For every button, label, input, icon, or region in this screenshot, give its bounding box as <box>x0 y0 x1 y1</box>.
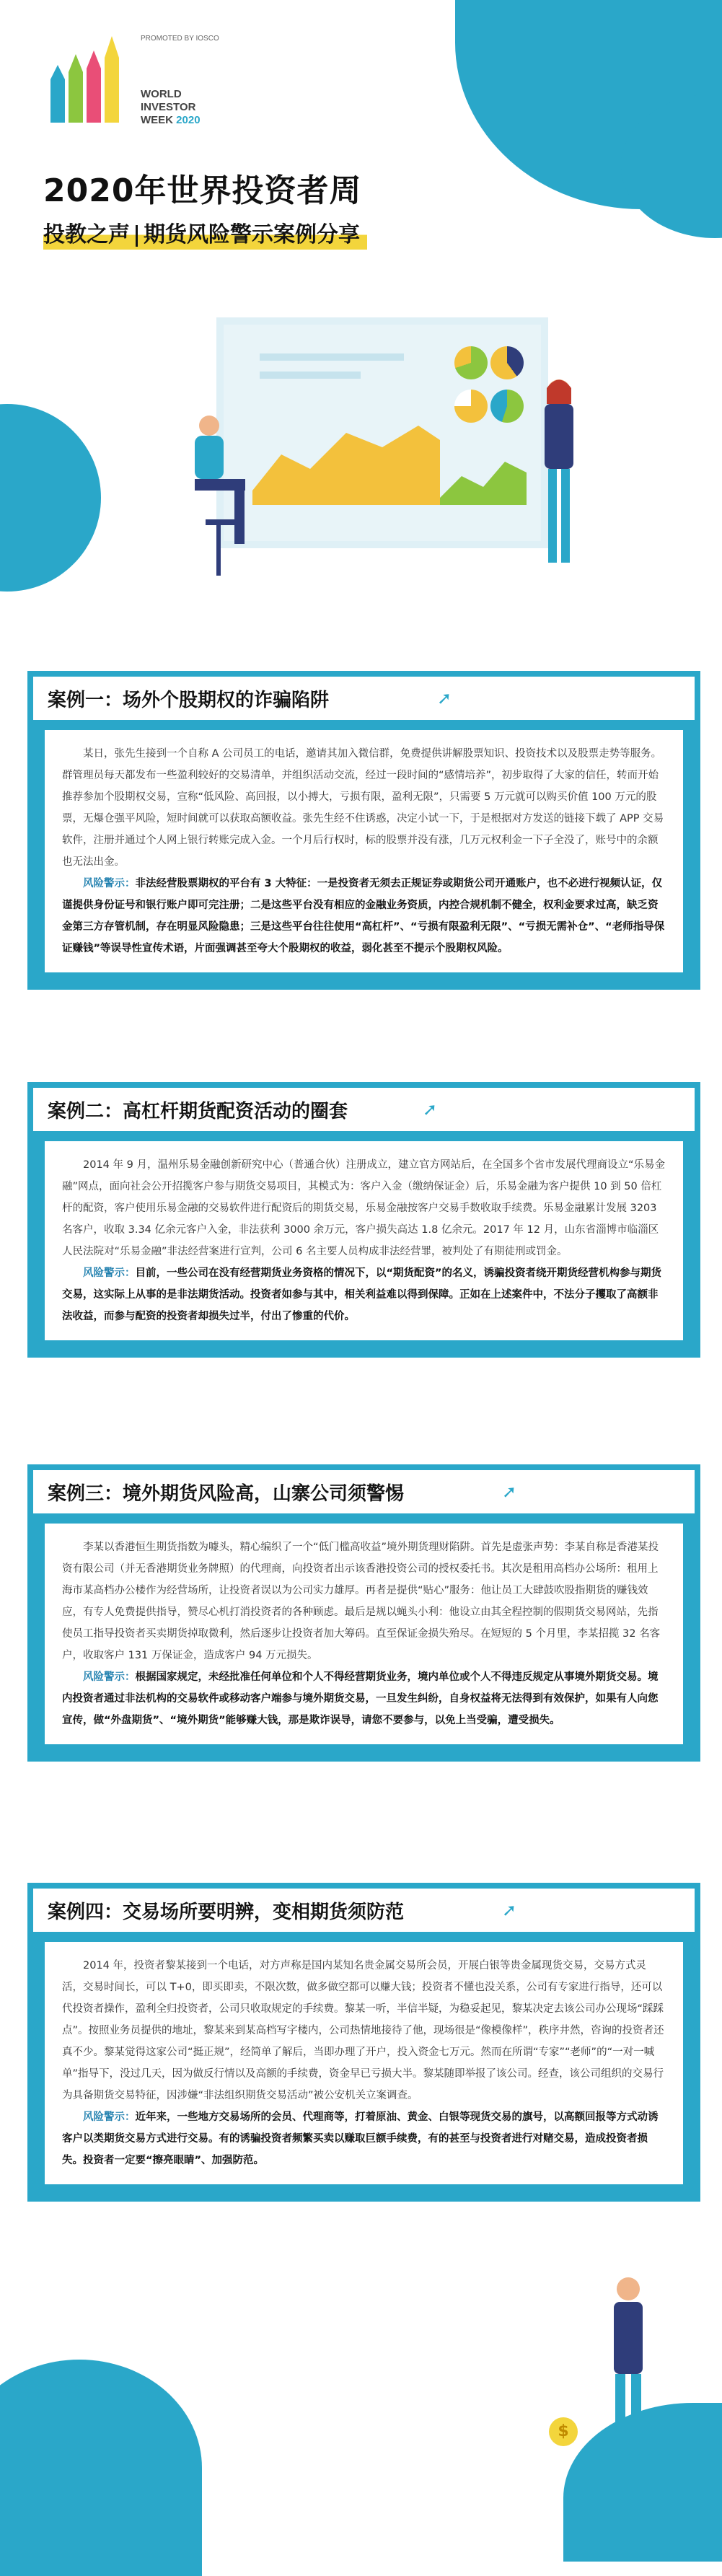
risk-warning <box>62 1262 666 1327</box>
logo-line-2: INVESTOR <box>141 101 196 113</box>
cursor-icon: ➚ <box>502 1900 517 1920</box>
pie-chart-icon <box>490 390 524 423</box>
case-card <box>27 1464 700 1762</box>
case-title: 案例二：高杠杆期货配资活动的圈套 <box>48 1101 348 1122</box>
risk-warning-label: 风险警示： <box>83 1671 136 1683</box>
side-decoration-blob <box>0 404 101 592</box>
risk-warning-label: 风险警示： <box>83 878 136 889</box>
risk-warning <box>62 2106 666 2171</box>
case-title: 案例一：场外个股期权的诈骗陷阱 <box>48 690 330 711</box>
case-paragraph: 某日，张先生接到一个自称 A 公司员工的电话，邀请其加入微信群，免费提供讲解股票知识、投资技术以及股票走势等服务。群管理员每天都发布一些盈利较好的交易清单，并组织活动交流，经过一段时间的“感情培养”，初步取得了大家的信任，转而开始推荐参加个股期权交易，宣称“低风险、高回报，以小搏大，亏损有限，盈利无限”，只需要 5 万元就可以购买价值 100 万元的股票，无爆仓强平风险，短时间就可以获取高额收益。张先生经不住诱惑，决定小试一下，于是根据对方发送的链接下载了 APP 交易软件，注册并通过个人网上银行转账完成入金。一个月后行权时，标的股票并没有涨，几万元权利金一下子全没了，账号中的余额也无法出金。 <box>62 748 664 868</box>
case-header <box>33 1470 695 1513</box>
case-paragraph: 2014 年，投资者黎某接到一个电话，对方声称是国内某知名贵金属交易所会员，开展白银等贵金属现货交易，交易方式灵活，交易时间长，可以 T+0，即买即卖，不限次数，做多做空都可以赚大钱；投资者不懂也没关系，公司有专家进行指导，还可以代投资者操作，盈利全归投资者，公司只收取规定的手续费。黎某一听，半信半疑，为稳妥起见，黎某决定去该公司办公现场“踩踩点”。按照业务员提供的地址，黎某来到某高档写字楼内，公司热情地接待了他，现场很是“像模像样”，秩序井然，咨询的投资者还真不少。黎某觉得这家公司“挺正规”，经简单了解后，当即办理了开户，投入资金七万元。然而在所谓“专家”“老师”的“一对一喊单”指导下，没过几天，因为做反行情以及高额的手续费，资金早已亏损大半。黎某随即举报了该公司。经查，该公司组织的交易行为具备期货交易特征，因涉嫌“非法组织期货交易活动”被公安机关立案调查。 <box>62 1960 664 2101</box>
logo-year: 2020 <box>176 114 201 126</box>
world-investor-week-logo <box>43 29 231 130</box>
pencil-logo-icon <box>43 29 133 130</box>
logo-kicker: PROMOTED BY IOSCO <box>141 35 219 43</box>
risk-warning-text: 目前，一些公司在没有经营期货业务资格的情况下，以“期货配资”的名义，诱骗投资者绕开期货经营机构参与期货交易，这实际上从事的是非法期货活动。投资者如参与其中，相关利益难以得到保障。正如在上述案件中，不法分子攫取了高额非法收益，而参与配资的投资者却损失过半，付出了惨重的代价。 <box>62 1267 662 1322</box>
risk-warning <box>62 1666 666 1731</box>
case-header <box>33 677 695 720</box>
page-subtitle <box>43 216 367 250</box>
risk-warning <box>62 873 666 959</box>
case-paragraph: 2014 年 9 月，温州乐易金融创新研究中心（普通合伙）注册成立，建立官方网站后，在全国多个省市发展代理商设立“乐易金融”网点，面向社会公开招揽客户参与期货交易项目，其模式为：客户入金（缴纳保证金）后，乐易金融为客户提供 10 到 50 倍杠杆的配资，客户使用乐易金融的交易软件进行配资后的期货交易，乐易金融按客户交易手数收取手续费。乐易金融累计发展 3203 名客户，收取 3.34 亿余元客户入金，非法获利 3000 余万元，客户损失高达 1.8 亿余元。2017 年 12 月，山东省淄博市临淄区人民法院对“乐易金融”非法经营案进行宣判，公司 6 名主要人员构成非法经营罪，被判处了有期徒刑或罚金。 <box>62 1159 665 1257</box>
logo-line-1: WORLD <box>141 88 182 100</box>
footer-decoration-blob-left <box>0 2360 202 2576</box>
board-text-line <box>260 353 404 361</box>
subtitle-right: 期货风险警示案例分享 <box>144 222 360 247</box>
logo-line-3 <box>141 114 201 126</box>
case-body <box>45 730 683 972</box>
seated-man-illustration <box>166 411 274 584</box>
area-chart-illustration <box>252 411 440 505</box>
green-area-chart-icon <box>440 454 527 505</box>
case-title: 案例三：境外期货风险高，山寨公司须警惕 <box>48 1483 405 1505</box>
case-card <box>27 1883 700 2202</box>
case-title: 案例四：交易场所要明辨，变相期货须防范 <box>48 1902 405 1923</box>
case-header <box>33 1088 695 1131</box>
risk-warning-text: 根据国家规定，未经批准任何单位和个人不得经营期货业务，境内单位或个人不得违反规定从事境外期货交易。境内投资者通过非法机构的交易软件或移动客户端参与境外期货交易，一旦发生纠纷，自身权益将无法得到有效保护，如果有人向您宣传，做“外盘期货”、“境外期货”能够赚大钱，那是欺诈误导，请您不要参与，以免上当受骗，遭受损失。 <box>62 1671 659 1726</box>
cursor-icon: ➚ <box>423 1099 438 1120</box>
subtitle-left: 投教之声 <box>43 222 130 247</box>
hero-illustration <box>159 310 591 584</box>
cursor-icon: ➚ <box>437 688 452 708</box>
standing-man-illustration <box>585 2273 672 2489</box>
case-body <box>45 1141 683 1340</box>
page-title: 2020年世界投资者周 <box>43 172 362 209</box>
case-card <box>27 1082 700 1358</box>
logo-week: WEEK <box>141 114 173 126</box>
case-card <box>27 671 700 990</box>
standing-woman-illustration <box>527 375 591 584</box>
coin-icon: $ <box>549 2417 578 2446</box>
subtitle-divider <box>136 225 138 247</box>
pie-chart-icon <box>454 390 488 423</box>
case-paragraph: 李某以香港恒生期货指数为噱头，精心编织了一个“低门槛高收益”境外期货理财陷阱。首先是虚张声势：李某自称是香港某投资有限公司（并无香港期货业务牌照）的代理商，向投资者出示该香港投资公司的授权委托书。其次是租用高档办公场所：租用上海市某高档办公楼作为经营场所，让投资者误以为公司实力雄厚。再者是提供“贴心”服务：他让员工大肆鼓吹股指期货的赚钱效应，有专人免费提供指导，赞尽心机打消投资者的各种顾虑。最后是规以蝇头小利：他设立由其全程控制的假期货交易网站，先指使员工指导投资者买卖期货掉取微利，然后逐步让投资者加大筹码。直至保证金损失殆尽。在短短的 5 个月里，李某招揽 32 名客户，收取客户 131 万保证金，造成客户 94 万元损失。 <box>62 1542 661 1661</box>
case-header <box>33 1889 695 1932</box>
case-body <box>45 1524 683 1744</box>
case-body <box>45 1942 683 2184</box>
risk-warning-label: 风险警示： <box>83 1267 136 1279</box>
pie-chart-icon <box>454 346 488 379</box>
risk-warning-text: 非法经营股票期权的平台有 3 大特征：一是投资者无须去正规证券或期货公司开通账户，也不必进行视频认证，仅谨提供身份证号和银行账户即可完注册；二是这些平台没有相应的金融业务资质，内控合规机制不健全，权利金要求过高，缺乏资金第三方存管机制，存在明显风险隐患；三是这些平台往往使用“高杠杆”、“亏损有限盈利无限”、“亏损无需补仓”、“老师指导保证赚钱”等误导性宣传术语，片面强调甚至夸大个股期权的收益，弱化甚至不提示个股期权风险。 <box>62 878 665 954</box>
risk-warning-text: 近年来，一些地方交易场所的会员、代理商等，打着原油、黄金、白银等现货交易的旗号，以高额回报等方式动诱客户以类期货交易方式进行交易。有的诱骗投资者频繁买卖以赚取巨额手续费，有的甚至与投资者进行对赌交易，造成投资者损失。投资者一定要“擦亮眼睛”、加强防范。 <box>62 2111 659 2166</box>
cursor-icon: ➚ <box>502 1482 517 1502</box>
risk-warning-label: 风险警示： <box>83 2111 136 2123</box>
board-text-line <box>260 372 361 379</box>
pie-chart-icon <box>490 346 524 379</box>
